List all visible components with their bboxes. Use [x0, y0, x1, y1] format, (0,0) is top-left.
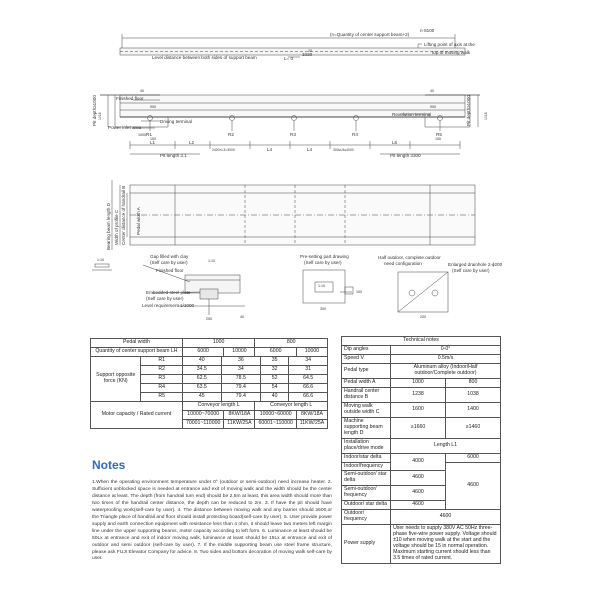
dim-1000: 1000 [138, 133, 146, 137]
force-cell: 79.4 [221, 392, 261, 400]
qty-value: 6000 [255, 347, 297, 356]
finished-floor: Finished floor [156, 268, 184, 273]
force-cell: 64.5 [289, 374, 327, 383]
force-cell: 36 [221, 357, 261, 365]
dim-1018-b: 1018 [484, 112, 488, 120]
power-supply-value: User needs to supply 380V AC 50Hz three-phase five-wire power supply. Voltage should ±10 when moving walk at the start and the voltage should be 15 in normal operation. Maximum starting current should less than 3.5 times of rated current. [391, 525, 501, 564]
indoor-star-delta: Indoor/star delta [342, 453, 391, 462]
speed-value: 0.5m/s [391, 354, 501, 363]
embedded-plate: Embedded steel plate [146, 290, 191, 295]
val-4000: 4000 [391, 453, 446, 471]
technical-notes-title: Technical notes [342, 337, 501, 346]
speed-label: Speed V [342, 354, 391, 363]
support-beam-800: ≥1460 [446, 417, 501, 438]
val-4600: 4600 [391, 486, 446, 501]
dim-1018-a: 1018 [98, 112, 102, 120]
pit-depth-left: Pit depth≥1000 [92, 95, 97, 126]
outdoor-freq: Outdoor/ frequency [342, 510, 391, 525]
power-supply-label: Power supply [342, 525, 391, 564]
dim-900-a: 900 [150, 105, 156, 109]
dip-angles-value: 0-0° [391, 345, 501, 354]
force-cell: 54 [261, 383, 289, 392]
dip-angles-label: Dip angles [342, 345, 391, 354]
pit-length-right: Pit length 3300 [390, 153, 421, 158]
technical-notes-table [341, 336, 501, 564]
dim-20: 20 [308, 49, 312, 53]
pedal-width-header: Pedal width [91, 339, 183, 348]
force-cell: 34 [221, 365, 261, 374]
pedal-width-a-800: 800 [446, 378, 501, 387]
outside-width-800: 1400 [446, 402, 501, 417]
val-6000: 6000 [446, 453, 501, 462]
support-beam-1000: ≥1660 [391, 417, 446, 438]
label-l5: 300≤L5≤4000 [333, 148, 354, 152]
force-cell: 66.6 [303, 392, 314, 399]
enlarged-drainhole: Enlarged drainhole 2-ϕ200 [448, 262, 503, 267]
dim-40-b: 40 [430, 89, 434, 93]
ratio-3: 1:10 [318, 284, 325, 288]
support-beam-label: Machine supporting beam length D [342, 417, 391, 438]
force-cell: 35 [261, 357, 289, 365]
label-l3: 2400×L3=3000 [212, 148, 235, 152]
notes-body: 1.When the operating environment temperature under 0° (outdoor or semi-outdoor) need increase heater. 2. Sufficient unblocked space is needed at entrance and exit of moving walk and the width should be the center distance at least. The depth (from handrail turn end) should be 2.5m at least, this area width should more than two times of the handrail center distance, the depth can be reduced to 2m. 3. If have the pit should have waterproofing work(self-care by user). 4. The distance between moving walk and any barrier should ≥500,or the Triangle place of handrail and floor should install protecting board(self-care by user). 5. User provide power supply and earth connection equipment with resistance less than 4 ohm, it should leave two meters left margin line under the upper supporting beams, motor capacity according to left form. 6. Luminance at least should be 50Lx at entrance and exit of indoor moving walk, luminance at least should be 15Lx at entrance and exit of outdoor and semi outdoor (self-care by user). 7. If the middle supporting beam use steel frame structure, please ask FUJI Elevator Company for advice. 8. Two sides and bottom decoration of moving walk self-care by user. [92, 480, 332, 562]
val-4600: 4600 [391, 471, 446, 486]
pedal-type-label: Pedal type [342, 363, 391, 378]
row-r3: R3 [141, 374, 182, 383]
force-cell: 78.5 [221, 374, 261, 383]
val-4600-right: 4600 [446, 462, 501, 510]
motor-rating: 11KW/25A [224, 419, 255, 428]
handrail-label: Handrail center distance B [342, 387, 391, 402]
row-r4: R4 [141, 383, 182, 392]
force-cell: 40 [261, 392, 289, 400]
motor-range: 70001~110000 [182, 419, 224, 428]
pedal-width-a-1000: 1000 [391, 378, 446, 387]
l-value: 1020 [302, 52, 313, 57]
pit-length-left: Pit length 3.1 [160, 153, 187, 158]
ratio-1: 1:10 [97, 258, 104, 262]
support-label: Support opposite force (KN) [91, 357, 141, 401]
installation-label: Installation place/drive mode [342, 438, 391, 453]
self-care-2: (Self care by user) [146, 296, 184, 301]
semi-outdoor-star: Semi-outdoor/ star delta [342, 471, 391, 486]
motor-rating: 8KW/18A [296, 410, 327, 419]
lifting-point-2: top of moving walk [432, 50, 471, 55]
label-l4-b: L4 [307, 147, 313, 152]
n-formula: (n=Quantity of center support beam+2) [330, 32, 410, 37]
pre-setting: Pre-setting part drawing [300, 254, 349, 259]
pedal-width-a-label: Pedal width A [342, 378, 391, 387]
pedal-1000-header: 1000 [182, 339, 255, 348]
power-inlet: Power inlet area [108, 125, 142, 130]
n-total: n·8100 [420, 28, 435, 33]
level-requirement: Level requirement 1/1000 [142, 303, 195, 308]
dim-900-b: 900 [430, 105, 436, 109]
force-cell: 79.4 [221, 383, 261, 392]
dim-40-a: 40 [140, 89, 144, 93]
ratio-2: 1:10 [208, 259, 215, 263]
conveyor-length-800: Conveyor length L [255, 401, 328, 410]
outside-width-label: Moving walk outside width C [342, 402, 391, 417]
dim-200: 200 [420, 315, 426, 319]
label-l6: L6 [392, 140, 398, 145]
support-subtable [91, 357, 182, 401]
row-r2: R2 [141, 365, 182, 374]
notes-heading: Notes [92, 458, 126, 472]
support-r3: R3 [290, 132, 296, 137]
semi-outdoor-freq: Semi-outdoor/ frequency [342, 486, 391, 501]
self-care-3: (Self care by user) [304, 260, 342, 265]
qty-label: Quantity of center support beam LH [91, 347, 183, 356]
force-cell: 31 [289, 365, 327, 374]
force-cell: 32 [261, 365, 289, 374]
force-cell: 66.6 [289, 383, 327, 392]
level-distance: Level distance between both sides of support beam [152, 55, 257, 60]
need-config: need configuration [384, 261, 422, 266]
pedal-type-value: Aluminum alloy (Indoor/Half outdoor/Complete outdoor) [391, 363, 501, 378]
support-r1: R1 [146, 132, 152, 137]
half-outdoor: Half outdoor, complete outdoor [378, 255, 441, 260]
motor-rating: 11KW/25A [296, 419, 327, 428]
self-care-4: (Self care by user) [452, 268, 490, 273]
qty-value: 10000 [224, 347, 255, 356]
finished-floor-left: Finished floor [116, 96, 144, 101]
installation-value: Length L1 [391, 438, 501, 453]
force-cell: 62.5 [183, 374, 221, 383]
gap-filled: Gap filled with clay [150, 254, 189, 259]
force-cell: 34.5 [183, 365, 221, 374]
dim-150-a: 150 [150, 137, 156, 141]
val-4600: 4600 [391, 501, 446, 510]
motor-range: 10000~60000 [255, 410, 297, 419]
motor-label: Motor capacity / Rated current [91, 401, 183, 428]
support-r5: R5 [436, 132, 442, 137]
motor-range: 10000~70000 [182, 410, 224, 419]
row-r5: R5 [158, 392, 166, 399]
force-cell: 52 [261, 374, 289, 383]
force-cell: 40 [183, 357, 221, 365]
force-cell: 34 [289, 357, 327, 365]
row-r1: R1 [141, 357, 182, 365]
motor-range: 60001~110000 [255, 419, 297, 428]
width-profile: Width of profile C [114, 209, 119, 245]
pit-depth-right: Pit depth≥1000 [466, 95, 471, 126]
center-distance: Center distance of handrail B [121, 185, 126, 245]
motor-rating: 8KW/18A [224, 410, 255, 419]
support-force-table [90, 338, 328, 429]
pedal-800-header: 800 [255, 339, 328, 348]
driving-terminal: Driving terminal [160, 119, 192, 124]
label-l2: L2 [189, 140, 195, 145]
val-outdoor-freq: 4600 [391, 510, 501, 525]
indoor-frequency: Indoor/frequency [342, 462, 391, 471]
label-l4-a: L4 [267, 147, 273, 152]
dim-40-c: 40 [240, 315, 244, 319]
force-cell: 63.5 [183, 383, 221, 392]
qty-value: 6000 [182, 347, 224, 356]
dim-300: 300 [320, 307, 326, 311]
outdoor-star: Outdoor/ star delta [342, 501, 391, 510]
qty-value: 10000 [296, 347, 327, 356]
outside-width-1000: 1600 [391, 402, 446, 417]
lifting-point: Lifting point of axis at the [424, 42, 475, 47]
self-care-1: (Self care by user) [150, 260, 188, 265]
force-cell: 45 [183, 392, 221, 400]
handrail-1000: 1238 [391, 387, 446, 402]
dim-100: 100 [356, 290, 362, 294]
force-values [183, 357, 327, 401]
handrail-800: 1038 [446, 387, 501, 402]
pedal-width-label: Pedal width A [136, 207, 141, 235]
dim-250: 250 [206, 317, 212, 321]
support-r2: R2 [228, 132, 234, 137]
label-l1: L1 [150, 140, 156, 145]
conveyor-length-1000: Conveyor length L [182, 401, 255, 410]
bearing-beam: Bearing beam length D [106, 203, 111, 250]
support-r4: R4 [352, 132, 358, 137]
dim-150-b: 150 [435, 137, 441, 141]
revolution-terminal: Revolution terminal [392, 112, 432, 117]
l-formula: L= 0 [284, 56, 294, 61]
